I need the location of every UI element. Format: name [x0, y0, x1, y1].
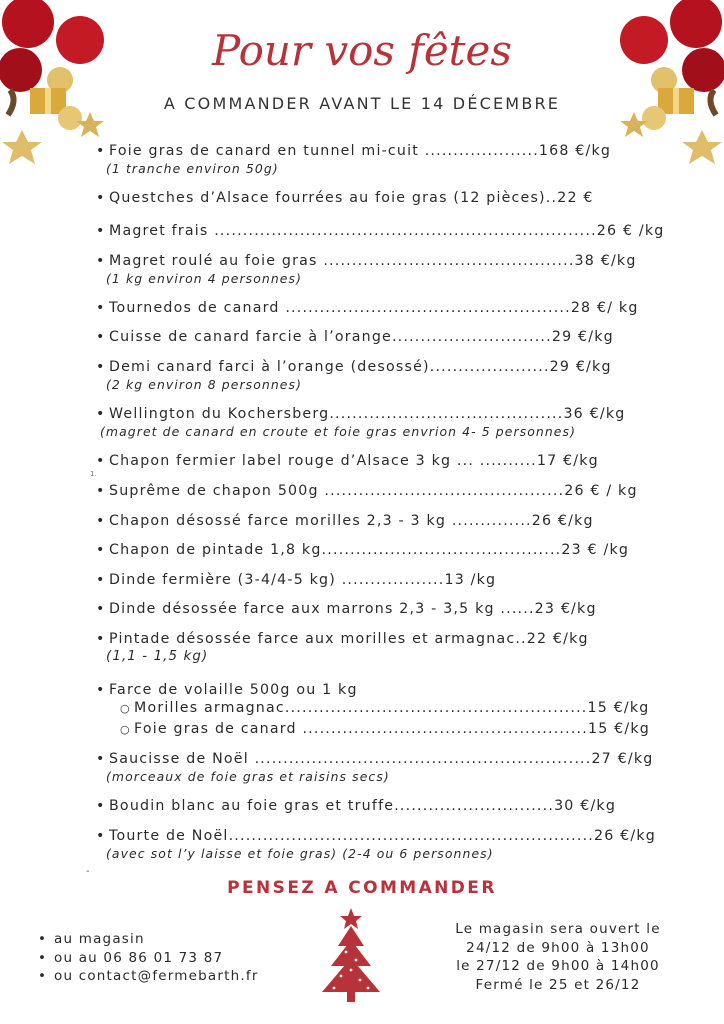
list-item: • Dinde désossée farce aux marrons 2,3 - 3,5 kg ......23 €/kg [96, 601, 597, 617]
list-item: • Magret frais ...................................................................26 € /kg [96, 223, 665, 239]
list-item: • Boudin blanc au foie gras et truffe............................30 €/kg [96, 798, 617, 814]
list-item: • Saucisse de Noël ...........................................................27 €/kg (morceaux de foie gras et raisins secs) [96, 751, 654, 784]
list-item: • Tourte de Noël................................................................26 €/kg (avec sot l’y laisse et foie gras) (2-4 ou 6 personnes) [96, 828, 656, 861]
list-item: • Cuisse de canard farcie à l’orange............................29 €/kg [96, 329, 614, 345]
page-title: Pour vos fêtes [212, 26, 512, 75]
list-item: • Wellington du Kochersberg.........................................36 €/kg (magret de canard en croute et foie gras envrion 4- 5 personnes) [96, 406, 626, 439]
list-item: • Dinde fermière (3-4/4-5 kg) ..................13 /kg [96, 572, 497, 588]
list-item: • Farce de volaille 500g ou 1 kg ○ Morilles armagnac.....................................................15 €/kg ○ Foie gras de canard ..................................................15 €/kg [96, 681, 656, 739]
sub-item: ○ Morilles armagnac.....................................................15 €/kg [120, 700, 650, 716]
hours-line: 24/12 de 9h00 à 13h00 [466, 939, 650, 956]
christmas-tree-icon [316, 906, 386, 1006]
list-item: • Questches d’Alsace fourrées au foie gras (12 pièces)..22 € [96, 190, 594, 206]
hours-line: Fermé le 25 et 26/12 [475, 976, 641, 993]
list-item: • Foie gras de canard en tunnel mi-cuit ....................168 €/kg (1 tranche environ 50g) [96, 143, 612, 176]
list-item: • Suprême de chapon 500g ..........................................26 € / kg [96, 483, 638, 499]
list-item: • Demi canard farci à l’orange (desossé).....................29 €/kg (2 kg environ 8 personnes) [96, 359, 612, 392]
opening-hours [440, 920, 676, 994]
contact-email: • ou contact@fermebarth.fr [38, 968, 259, 984]
order-deadline: A COMMANDER AVANT LE 14 DÉCEMBRE [163, 94, 561, 113]
list-marker: 1. [90, 470, 97, 478]
list-item: • Pintade désossée farce aux morilles et armagnac..22 €/kg (1,1 - 1,5 kg) [96, 631, 589, 664]
hours-line: Le magasin sera ouvert le [455, 921, 661, 937]
contact-list [38, 930, 259, 986]
order-reminder-heading: PENSEZ A COMMANDER [227, 878, 497, 898]
contact-item: • au magasin [38, 931, 145, 947]
list-item: • Tournedos de canard ..................................................28 €/ kg [96, 300, 639, 316]
sub-item: ○ Foie gras de canard ..................................................15 €/kg [120, 721, 650, 737]
hours-line: le 27/12 de 9h00 à 14h00 [456, 958, 660, 974]
list-item: • Chapon désossé farce morilles 2,3 - 3 kg ..............26 €/kg [96, 513, 594, 529]
list-item: • Chapon de pintade 1,8 kg..........................................23 € /kg [96, 542, 630, 558]
divider-dash: - [86, 866, 90, 877]
list-item: • Chapon fermier label rouge d’Alsace 3 kg ... ..........17 €/kg [96, 453, 599, 469]
contact-phone: • ou au 06 86 01 73 87 [38, 949, 224, 966]
list-item: • Magret roulé au foie gras ............................................38 €/kg (1 kg environ 4 personnes) [96, 253, 637, 286]
